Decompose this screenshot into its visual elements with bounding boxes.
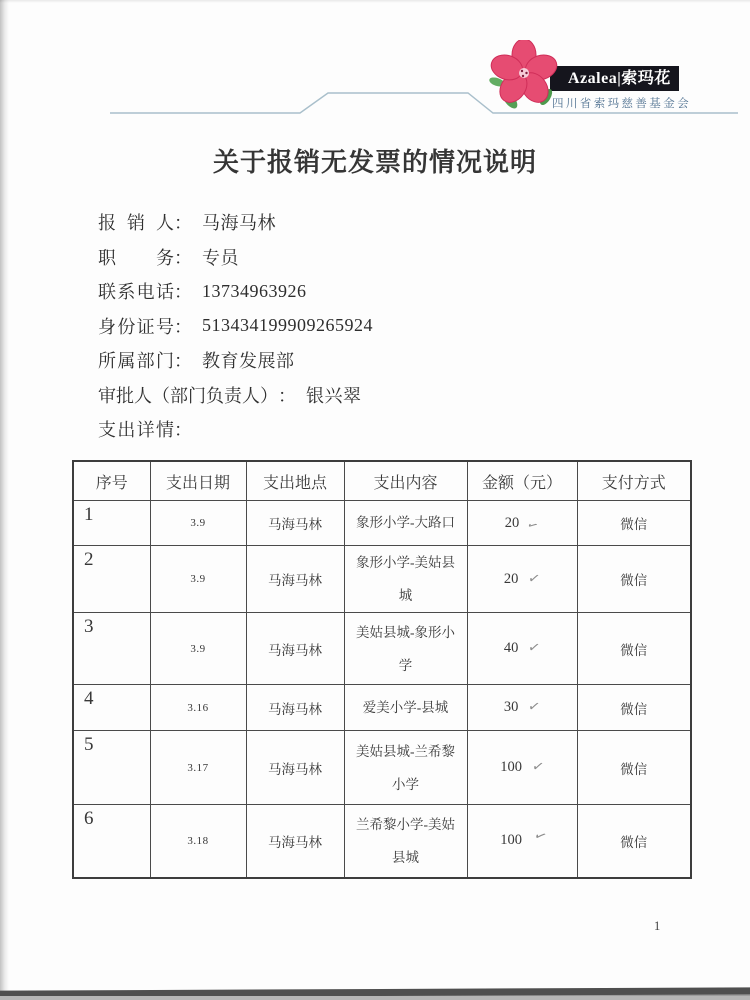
cell-date: 3.16 — [150, 685, 246, 731]
cell-no: 5 — [73, 731, 150, 805]
logo-brand-box — [550, 66, 679, 91]
cell-place: 马海马林 — [246, 805, 344, 878]
field-row — [98, 205, 373, 240]
field-label: 联系电话 — [98, 282, 174, 303]
cell-content-text: 象形小学-美姑县城 — [356, 555, 455, 604]
amount-value: 100 — [500, 832, 522, 849]
document-title: 关于报销无发票的情况说明 — [212, 147, 537, 177]
table-row — [73, 805, 691, 878]
field-row — [98, 378, 373, 413]
table-row — [73, 501, 691, 546]
cell-date: 3.18 — [150, 805, 246, 878]
cell-content — [344, 685, 467, 731]
field-row — [98, 412, 373, 447]
logo-org-text: 四川省索玛慈善基金会 — [552, 98, 691, 110]
field-colon: ： — [174, 420, 192, 441]
table-header-cell: 支付方式 — [577, 461, 691, 501]
cell-no: 3 — [73, 613, 150, 685]
cell-payment: 微信 — [577, 731, 691, 805]
table-header-cell: 支出地点 — [246, 461, 344, 501]
field-value: 专员 — [202, 247, 239, 268]
table-header-row — [73, 461, 691, 501]
expense-table — [72, 460, 692, 879]
cell-content-text: 爱美小学-县城 — [362, 700, 449, 716]
cell-place: 马海马林 — [246, 731, 344, 805]
cell-place: 马海马林 — [246, 501, 344, 546]
table-header-cell: 支出内容 — [344, 461, 467, 501]
page-number: 1 — [654, 919, 661, 933]
check-icon: ✓ — [526, 570, 542, 588]
table-row — [73, 685, 691, 731]
cell-amount — [467, 613, 577, 685]
cell-content-text: 兰希黎小学-美姑县城 — [356, 816, 455, 865]
cell-place: 马海马林 — [246, 613, 344, 685]
table-head — [73, 461, 691, 501]
cell-payment: 微信 — [577, 805, 691, 878]
table-row — [73, 546, 691, 613]
field-value: 银兴翠 — [306, 385, 362, 406]
table-header-cell: 金额（元） — [467, 461, 577, 501]
cell-no: 1 — [73, 501, 150, 546]
field-label: 身份证号 — [98, 316, 174, 337]
check-icon: ✓ — [526, 699, 542, 717]
cell-payment: 微信 — [577, 546, 691, 613]
amount-value: 40 — [503, 640, 519, 657]
cell-content-text: 美姑县城-象形小学 — [356, 624, 455, 673]
field-colon: ： — [174, 213, 192, 234]
check-icon: ✓ — [526, 640, 542, 658]
cell-no: 6 — [73, 805, 150, 878]
cell-place: 马海马林 — [246, 685, 344, 731]
cell-amount — [467, 731, 577, 805]
field-row — [98, 240, 373, 275]
cell-place: 马海马林 — [246, 546, 344, 613]
cell-amount — [467, 805, 577, 878]
cell-no: 4 — [73, 685, 150, 731]
field-row — [98, 309, 373, 344]
table-header-cell: 支出日期 — [150, 461, 246, 501]
amount-value: 30 — [503, 699, 519, 716]
cell-content — [344, 805, 467, 878]
field-value: 教育发展部 — [202, 351, 295, 372]
field-colon: ： — [174, 247, 192, 268]
cell-amount — [467, 546, 577, 613]
table-body — [73, 501, 691, 878]
cell-date: 3.9 — [150, 546, 246, 613]
field-label: 报销人 — [98, 213, 174, 234]
check-icon: ✓ — [531, 827, 549, 847]
table-row — [73, 731, 691, 805]
cell-no: 2 — [73, 546, 150, 613]
check-icon: ✓ — [530, 759, 546, 777]
field-row — [98, 343, 373, 378]
field-row — [98, 274, 373, 309]
field-colon: ： — [174, 282, 192, 303]
cell-payment: 微信 — [577, 501, 691, 546]
amount-value: 20 — [504, 514, 520, 531]
field-label: 审批人（部门负责人） — [98, 385, 278, 406]
cell-content — [344, 731, 467, 805]
field-value: 马海马林 — [202, 213, 276, 234]
table-row — [73, 613, 691, 685]
cell-amount — [467, 685, 577, 731]
cell-date: 3.9 — [150, 501, 246, 546]
cell-date: 3.17 — [150, 731, 246, 805]
amount-value: 100 — [500, 759, 522, 776]
cell-content — [344, 613, 467, 685]
fields — [98, 205, 373, 447]
cell-content-text: 美姑县城-兰希黎小学 — [356, 743, 455, 792]
amount-value: 20 — [503, 570, 519, 587]
field-colon: ： — [174, 316, 192, 337]
cell-date: 3.9 — [150, 613, 246, 685]
table-header-cell: 序号 — [73, 461, 150, 501]
logo — [488, 40, 708, 110]
cell-content — [344, 546, 467, 613]
check-icon: ✓ — [524, 516, 541, 534]
cell-amount — [467, 501, 577, 546]
field-colon: ： — [278, 385, 296, 406]
cell-payment: 微信 — [577, 613, 691, 685]
field-value: 13734963926 — [202, 280, 307, 301]
field-value: 513434199909265924 — [202, 315, 373, 336]
field-label: 支出详情 — [98, 420, 174, 441]
field-colon: ： — [174, 351, 192, 372]
cell-content-text: 象形小学-大路口 — [356, 515, 455, 531]
scan-bottom-strip — [0, 996, 750, 1000]
cell-content — [344, 501, 467, 546]
azalea-flower-icon — [488, 40, 568, 112]
field-label: 所属部门 — [98, 351, 174, 372]
logo-brand-text: Azalea|索玛花 — [568, 70, 671, 87]
cell-payment: 微信 — [577, 685, 691, 731]
field-label: 职务 — [98, 247, 174, 268]
